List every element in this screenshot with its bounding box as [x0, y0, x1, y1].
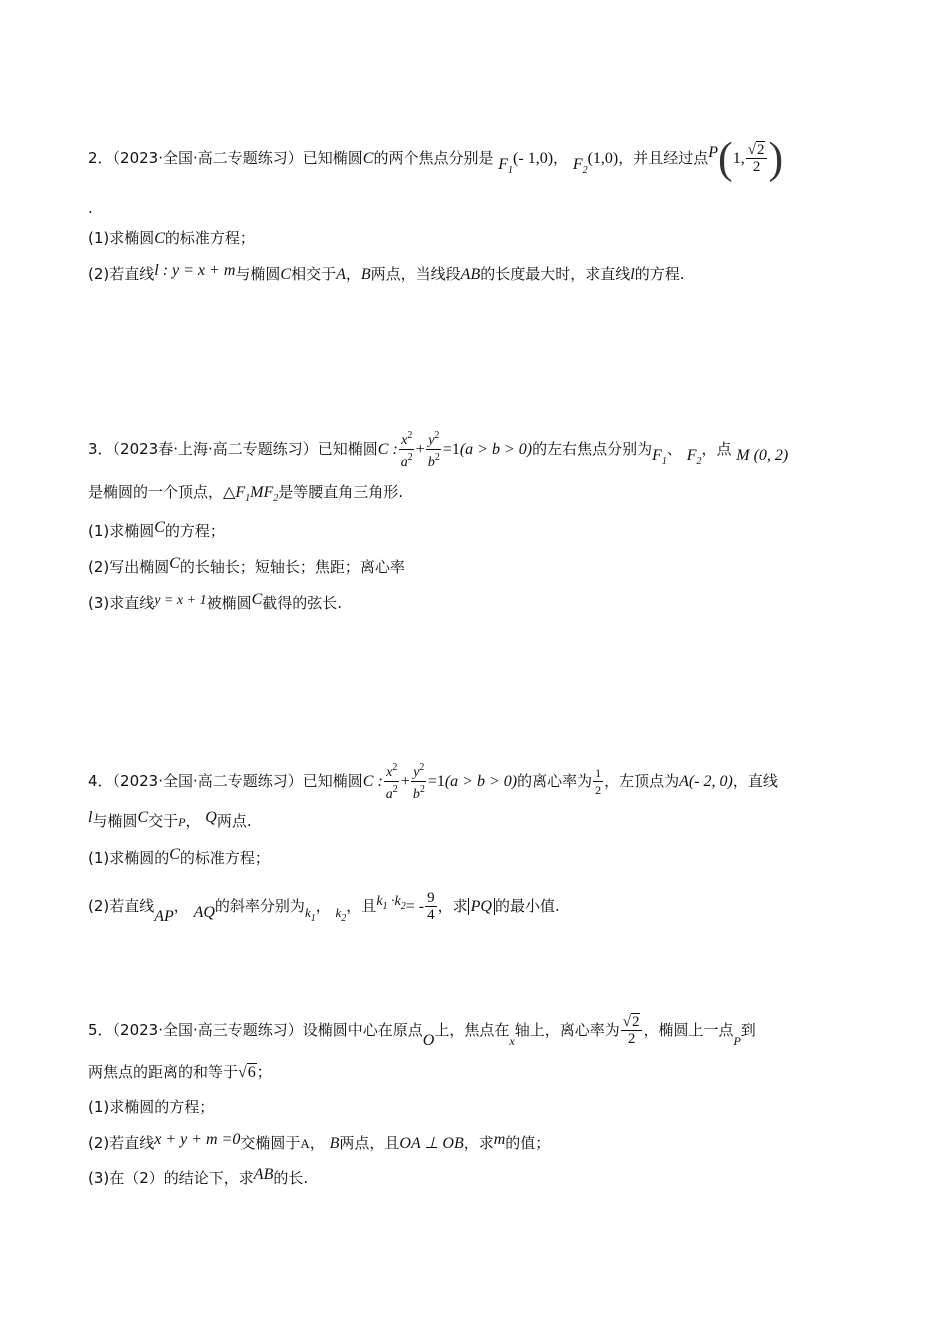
problem-5-stem: 5．（2023·全国·高三专题练习）设椭圆中心在原点O上，焦点在$_x$轴上，离心率为 $\frac{√2}{2}$ ，椭圆上一点$_P$到: [88, 1014, 756, 1049]
math-expr: (- 1,0): [513, 150, 554, 167]
problem-2-period: .: [88, 199, 93, 217]
problem-source: （2023·全国·高二专题练习）: [112, 149, 303, 167]
text: 的两个焦点分别是: [373, 149, 494, 167]
math-var: C: [362, 150, 374, 167]
math-var: $F_1$: [498, 156, 514, 176]
problem-3-q3: (3)求直线y = x + 1被椭圆C截得的弦长.: [88, 591, 343, 612]
math-expr: (1,0): [587, 150, 619, 167]
math-var: P: [708, 144, 719, 161]
problem-5-q2: (2)若直线x + y + m =0交椭圆于A， B两点，且OA ⊥ OB，求m的值；: [88, 1131, 551, 1152]
problem-5-line2: 两焦点的距离的和等于√6；: [88, 1063, 272, 1081]
math-var: $F_2$: [572, 156, 588, 176]
problem-2-q1: (1)求椭圆C的标准方程；: [88, 229, 255, 247]
problem-4-q2: (2)若直线AP， AQ的斜率分别为$k_1$， $k_2$，且$k_1 \cdot k_2=$ - $\frac{9}{4}$ ，求 PQ 的最小值.: [88, 890, 560, 925]
problem-5-q1: (1)求椭圆的方程；: [88, 1098, 215, 1116]
problem-4-line2: l与椭圆C交于P， Q两点.: [88, 809, 252, 830]
problem-2-q2: (2)若直线l : y = x + m与椭圆C相交于A，B两点，当线段AB的长度最大时，求直线l的方程.: [88, 262, 685, 283]
problem-number: 2．: [88, 149, 113, 167]
problem-3-stem: 3．（2023春·上海·高二专题练习）已知椭圆C : $\frac{x^2}{a^2}$ + $\frac{y^2}{b^2}$ =1(a > b > 0)的左右焦点分别为$F_1$、 $F_2$，点 M (0, 2): [88, 430, 789, 470]
problem-5-q3: (3)在（2）的结论下，求AB的长.: [88, 1166, 309, 1187]
text: 已知椭圆: [302, 149, 363, 167]
math-expr: l : y = x + m: [154, 262, 236, 279]
problem-4-stem: 4．（2023·全国·高二专题练习）已知椭圆C : $\frac{x^2}{a^2}$ + $\frac{y^2}{b^2}$ =1(a > b > 0)的离心率为 $\frac{1}{2}$ ，左顶点为A(- 2, 0)，直线: [88, 762, 778, 802]
problem-3-q2: (2)写出椭圆C的长轴长；短轴长；焦距；离心率: [88, 555, 405, 576]
problem-3-q1: (1)求椭圆C的方程；: [88, 519, 225, 540]
problem-4-q1: (1)求椭圆的C的标准方程；: [88, 846, 270, 867]
problem-3-line2: 是椭圆的一个顶点，$\triangle F_1MF_2$是等腰直角三角形.: [88, 483, 403, 504]
problem-2-stem: 2．（2023·全国·高二专题练习）已知椭圆C的两个焦点分别是 $F_1(-$ 1,0)， $F_2(1,0)$，并且经过点P(1, $\frac{√2}{2}$ ): [88, 133, 784, 183]
text: ，: [553, 149, 569, 167]
fraction: $\frac{√2}{2}$: [746, 142, 768, 175]
math-expr: 1,: [732, 150, 745, 167]
text: ，并且经过点: [618, 149, 709, 167]
